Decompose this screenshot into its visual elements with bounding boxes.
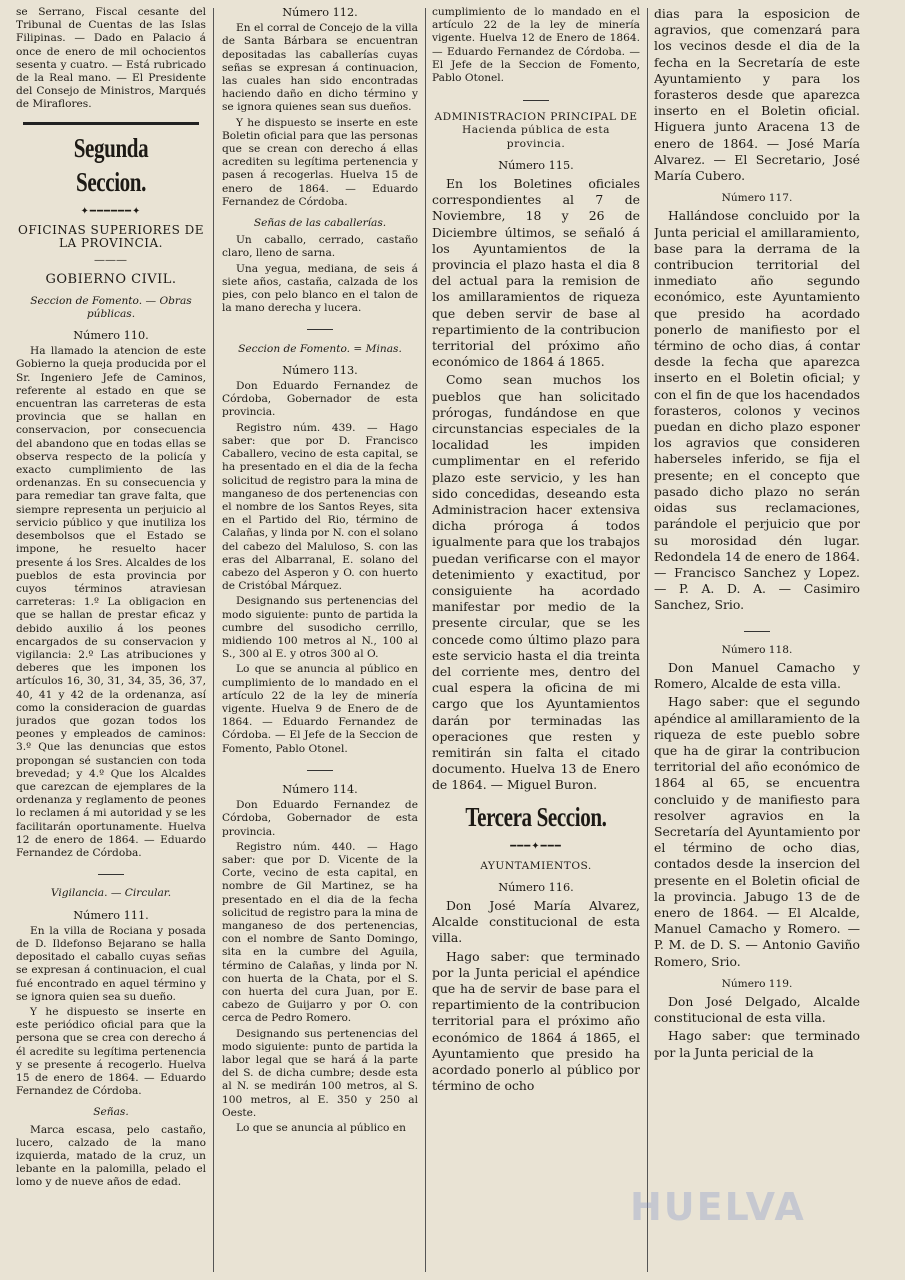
notice-text: Don Eduardo Fernandez de Córdoba, Gobernador de esta provincia. [222,380,418,419]
notice-text: dias para la esposicion de agravios, que comenzará para los vecinos desde el dia de la fecha en la Secretaría de este Ayuntamiento y para los forasteros desde que aparezca inserto en el Boletin oficial. Higuera junto Aracena 13 de enero de 1864. — José María Alvarez. — El Secretario, José María Cubero. [654,6,860,184]
notice-number: Número 115. [498,158,574,172]
notice-text: Y he dispuesto se inserte en este Boletin oficial para que las personas que se crean con derecho á ellas acrediten su legítima pertenencia y pasen á recogerlas. Huelva 15 de enero de 1864. — Eduardo Fernandez de Córdoba. [222,116,418,208]
notice-number: Número 113. [282,363,358,377]
divider [654,620,860,636]
divider [222,762,418,775]
notice-text: En el corral de Concejo de la villa de Santa Bárbara se encuentran depositadas las caballerías cuyas señas se expresan á continuacion, las cuales han sido encontradas haciendo daño en dicho término y se ignora quienes sean sus dueños. [222,22,418,114]
section-title: Segunda Seccion. [73,132,149,197]
fomento-heading: Seccion de Fomento. — Obras públicas. [30,294,192,320]
notice-text: Don José Delgado, Alcalde constitucional de esta villa. [654,993,860,1026]
notice-text: Un caballo, cerrado, castaño claro, lleno de sarna. [222,234,418,260]
minas-heading: Seccion de Fomento. = Minas. [238,342,402,355]
notice-text: Lo que se anuncia al público en [236,1122,406,1135]
offices-heading: OFICINAS SUPERIORES DE LA PROVINCIA. [17,222,205,251]
notice-number: Número 114. [282,782,358,796]
notice-text: Registro núm. 440. — Hago saber: que por D. Vicente de la Corte, vecino de esta capital, en nombre de Gil Martinez, se ha presentado en el dia de la fecha solicitud de registro para la mina de manganeso de dos pertenencias, con el nombre de Santo Domingo, sita en la cumbre del Aguila, término de Calañas, y linda por N. con huerta de la Chata, por el S. con huerta del cura Juan, por E. cabezo de Guijarro y por O. con cerca de Pedro Romero. [222,840,418,1025]
column-2 [222,6,418,1280]
column-1 [16,6,206,1280]
notice-text: Registro núm. 439. — Hago saber: que por D. Francisco Caballero, vecino de esta capital, se ha presentado en el dia de la fecha solicitud de registro para la mina de manganeso de dos pertenencias con el nombre de los Santos Reyes, sita en el Partido del Rio, término de Calañas, y linda por N. con el solano del cabezo del Maluloso, S. con las eras del Albarranal, E. solano del cabezo del Asperon y O. con huerto de Cristóbal Márquez. [222,421,418,593]
ornament-divider: ━━━✦━━━ [510,840,562,852]
notice-text: Designando sus pertenencias del modo siguiente: punto de partida la cumbre del susodicho cerrillo, midiendo 100 metros al N., 100 al S., 300 al E. y otros 300 al O. [222,595,418,661]
column-rule [213,8,214,1272]
notice-text: Una yegua, mediana, de seis á siete años, castaña, calzada de los pies, con pelo blanco en el talon de la mano derecha y lucera. [222,262,418,315]
notice-text: cumplimiento de lo mandado en el artículo 22 de la ley de minería vigente. Huelva 12 de Enero de 1864. — Eduardo Fernandez de Córdoba. — El Jefe de la Seccion de Fomento, Pablo Otonel. [432,6,640,85]
notice-number: Número 119. [721,977,793,990]
notice-text: Don Manuel Camacho y Romero, Alcalde de esta villa. [654,659,860,692]
notice-number: Número 117. [721,192,793,205]
notice-text: Don Eduardo Fernandez de Córdoba, Gobernador de esta provincia. [222,799,418,838]
notice-text: Hago saber: que el segundo apéndice al amillaramiento de la riqueza de este pueblo sobre que ha de girar la contribucion territorial del año económico de 1864 al 65, se encuentra concluido y de manifiesto para resolver agravios en la Secretaría del Ayuntamiento por el término de ocho dias, contados desde la insercion del presente en el Boletin oficial de la provincia. Jabugo 13 de de enero de 1864. — El Alcalde, Manuel Camacho y Romero. — P. M. de D. S. — Antonio Gaviño Romero, Srio. [654,694,860,969]
decree-ending: se Serrano, Fiscal cesante del Tribunal de Cuentas de las Islas Filipinas. — Dado en Palacio á once de enero de mil ochocientos sesenta y cuatro. — Está rubricado de la Real mano. — El Presidente del Consejo de Ministros, Marqués de Miraflores. [16,6,206,111]
notice-number: Número 116. [498,880,574,894]
column-3 [432,6,640,1280]
notice-text: Hallándose concluido por la Junta pericial el amillaramiento, base para la derrama de la contribucion territorial del inmediato año segundo económico, este Ayuntamiento que presido ha acordado ponerlo de manifiesto por el término de ocho dias, á contar desde la fecha que aparezca inserto en el Boletin oficial; y con el fin de que los hacendados forasteros, colonos y vecinos puedan en dicho plazo esponer los agravios que consideren haberseles inferido, se fija el presente; en el concepto que pasado dicho plazo no serán oidas sus reclamaciones, parándole el perjuicio que por su morosidad dén lugar. Redondela 14 de enero de 1864. — Francisco Sanchez y Lopez. — P. A. D. A. — Casimiro Sanchez, Srio. [654,208,860,613]
section-rule [23,122,199,125]
section-title: Tercera Seccion. [465,801,607,832]
gov-heading: GOBIERNO CIVIL. [45,272,177,288]
admin-heading: ADMINISTRACION PRINCIPAL DE Hacienda pública de esta provincia. [434,111,638,150]
ornament-divider: ✦━━━━━━✦ [80,205,142,217]
notice-text: Marca escasa, pelo castaño, lucero, calzado de la mano izquierda, matado de la cruz, un lebante en la palomilla, pelado el lomo y de nueve años de edad. [16,1123,206,1189]
notice-text: Hago saber: que terminado por la Junta pericial el apéndice que ha de servir de base para el repartimiento de la contribucion territorial para el próximo año económico de 1864 á 1865, el Ayuntamiento que presido ha acordado ponerlo al público por término de ocho [432,948,640,1094]
notice-number: Número 118. [721,643,793,656]
notice-text: En los Boletines oficiales correspondientes al 7 de Noviembre, 18 y 26 de Diciembre últimos, se señaló á los Ayuntamientos de la provincia el plazo hasta el dia 8 del actual para la remision de los amillaramientos de riqueza que deben servir de base al repartimiento de la contribucion territorial del próximo año económico de 1864 á 1865. [432,175,640,370]
divider [222,321,418,334]
notice-text: Hago saber: que terminado por la Junta pericial de la [654,1028,860,1060]
column-rule [647,8,648,1272]
notice-text: Ha llamado la atencion de este Gobierno la queja producida por el Sr. Ingeniero Jefe de Caminos, referente al estado en que se encuentran las carreteras de esta provincia que se hallan en conservacion, por consecuencia del abandono que en todas ellas se observa respecto de la policía y exacto cumplimiento de las ordenanzas. En su consecuencia y para remediar tan grave falta, que siempre representa un perjuicio al servicio público y que inutiliza los desembolsos que el Estado se impone, he resuelto hacer presente á los Sres. Alcaldes de los pueblos de esta provincia por cuyos términos atraviesan carreteras: 1.º La obligacion en que se hallan de prestar eficaz y debido auxilio á los peones encargados de su conservacion y vigilancia: 2.º Las atribuciones y deberes que les imponen los artículos 16, 30, 31, 34, 35, 36, 37, 40, 41 y 42 de la ordenanza, así como la consideracion de guardas jurados que gozan todos los peones y empleados de caminos: 3.º Que las denuncias que estos propongan sé sustancien con toda brevedad; y 4.º Que los Alcaldes que carezcan de ejemplares de la ordenanza y reglamento de peones lo reclamen á mi autoridad y se les facilitarán oportunamente. Huelva 12 de enero de 1864. — Eduardo Fernandez de Córdoba. [16,345,206,859]
notice-text: Y he dispuesto se inserte en este periódico oficial para que la persona que se crea con derecho á él acredite su legítima pertenencia y se presente á recogerlo. Huelva 15 de enero de 1864. — Eduardo Fernandez de Córdoba. [16,1006,206,1098]
notice-text: Como sean muchos los pueblos que han solicitado prórogas, fundándose en que circunstancias especiales de la localidad les impiden cumplimentar en el referido plazo este servicio, y les han sido concedidas, deseando esta Administracion hacer extensiva dicha próroga á todos igualmente para que los trabajos puedan verificarse con el mayor detenimiento y exactitud, por consiguiente ha acordado manifestar por medio de la presente circular, que se les concede como último plazo para este servicio hasta el dia treinta del corriente mes, dentro del cual espera la oficina de mi cargo que los Ayuntamientos darán por terminadas las operaciones que resten y remitirán sin falta el citado documento. Huelva 13 de Enero de 1864. — Miguel Buron. [432,372,640,793]
vigilancia-heading: Vigilancia. — Circular. [50,887,172,900]
notice-number: Número 111. [73,908,149,922]
watermark: HUELVA [630,1185,806,1229]
divider [16,866,206,879]
senas-heading: Señas. [93,1106,129,1119]
notice-number: Número 112. [282,6,358,19]
ornament-divider: ――― [94,255,128,267]
divider [432,91,640,105]
caballerias-heading: Señas de las caballerías. [253,217,387,230]
column-4 [654,6,860,1280]
notice-number: Número 110. [73,329,149,343]
notice-text: Lo que se anuncia al público en cumplimiento de lo mandado en el artículo 22 de la ley de minería vigente. Huelva 9 de Enero de de 1864. — Eduardo Fernandez de Córdoba. — El Jefe de la Seccion de Fomento, Pablo Otonel. [222,663,418,755]
ayuntamientos-heading: AYUNTAMIENTOS. [480,859,592,872]
column-rule [425,8,426,1272]
notice-text: Don José María Alvarez, Alcalde constitucional de esta villa. [432,897,640,946]
notice-text: Designando sus pertenencias del modo siguiente: punto de partida la labor legal que se hará á la parte del S. de dicha cumbre; desde esta al N. se medirán 100 metros, al S. 100 metros, al E. 350 y 250 al Oeste. [222,1027,418,1119]
notice-text: En la villa de Rociana y posada de D. Ildefonso Bejarano se halla depositado el caballo cuyas señas se expresan á continuacion, el cual fué encontrado en aquel término y se ignora quien sea su dueño. [16,924,206,1003]
